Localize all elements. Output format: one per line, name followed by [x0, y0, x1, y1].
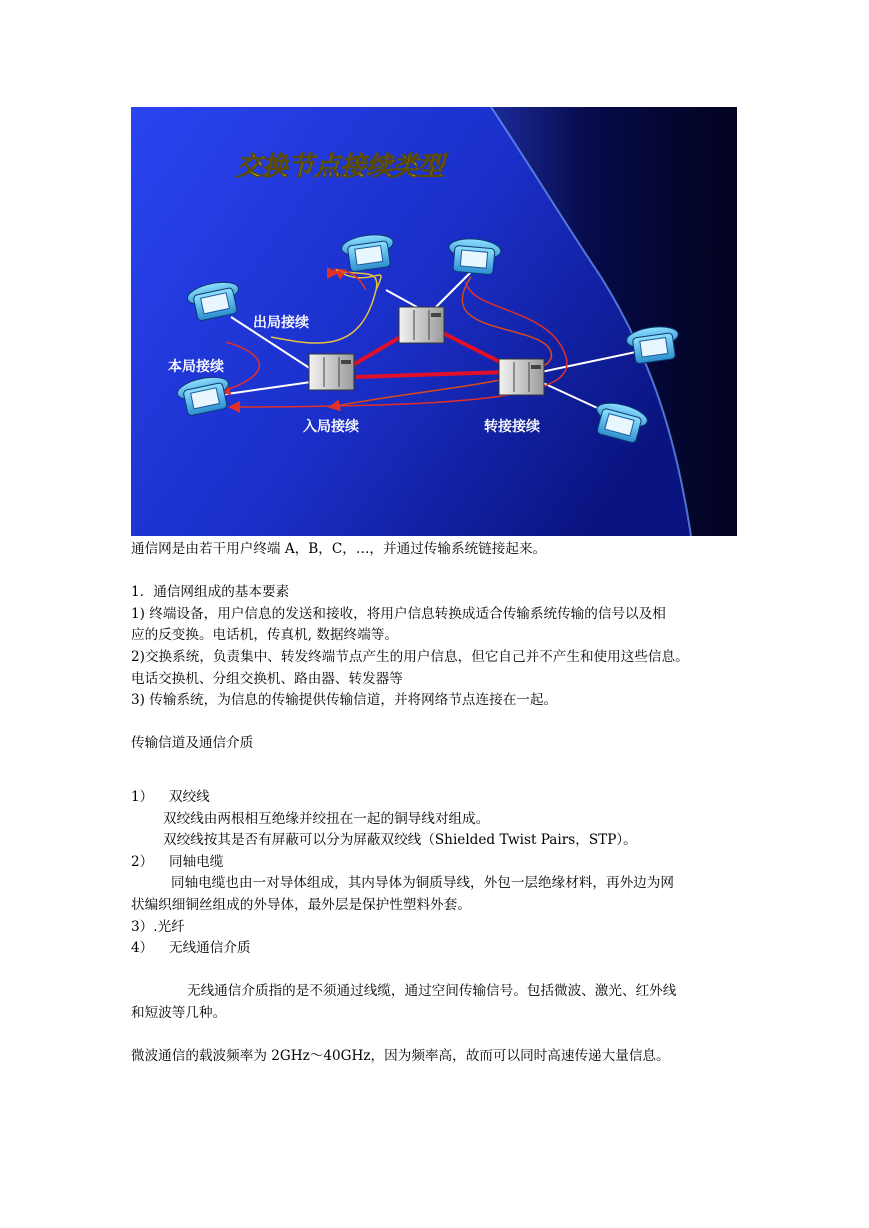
item1-line1: 1) 终端设备，用户信息的发送和接收，将用户信息转换成适合传输系统传输的信号以及相	[131, 605, 666, 622]
twisted-heading: 1） 双绞线	[131, 788, 210, 805]
switching-diagram	[131, 107, 737, 536]
intro-text: 通信网是由若干用户终端 A，B，C，…，并通过传输系统链接起来。	[131, 541, 547, 557]
slide-title: 交换节点接续类型	[236, 152, 445, 182]
section2-heading: 传输信道及通信介质	[131, 735, 254, 752]
item2-line1: 2)交换系统，负责集中、转发终端节点产生的用户信息，但它自己并不产生和使用这些信息。	[131, 648, 689, 665]
label-transit: 转接接续	[484, 419, 540, 435]
switch-top	[399, 307, 444, 343]
item3-line: 3) 传输系统，为信息的传输提供传输信道，并将网络节点连接在一起。	[131, 692, 558, 709]
switch-left	[309, 354, 354, 390]
coax-line2: 状编织细铜丝组成的外导体，最外层是保护性塑料外套。	[131, 896, 471, 913]
item1-line2: 应的反变换。电话机，传真机, 数据终端等。	[131, 627, 398, 644]
document-body	[131, 539, 739, 1068]
wireless-line2: 和短波等几种。	[131, 1004, 227, 1021]
slide-image	[131, 107, 737, 536]
section1-heading: 1．通信网组成的基本要素	[131, 584, 290, 601]
item2-line2: 电话交换机、分组交换机、路由器、转发器等	[131, 670, 403, 687]
wireless-heading: 4） 无线通信介质	[131, 940, 251, 957]
twisted-line1: 双绞线由两根相互绝缘并绞扭在一起的铜导线对组成。	[163, 810, 490, 827]
coax-heading: 2） 同轴电缆	[131, 853, 224, 870]
label-outgoing: 出局接续	[253, 315, 309, 331]
label-local: 本局接续	[168, 359, 224, 375]
switch-right	[499, 359, 544, 395]
microwave-text: 微波通信的载波频率为 2GHz～40GHz，因为频率高，故而可以同时高速传递大量信息。	[131, 1048, 670, 1065]
coax-line1: 同轴电缆也由一对导体组成，其内导体为铜质导线，外包一层绝缘材料，再外边为网	[171, 875, 674, 892]
label-incoming: 入局接续	[303, 419, 359, 435]
twisted-line2: 双绞线按其是否有屏蔽可以分为屏蔽双绞线（Shielded Twist Pairs，STP）。	[163, 832, 637, 849]
fiber-heading: 3）.光纤	[131, 918, 185, 935]
wireless-line1: 无线通信介质指的是不须通过线缆，通过空间传输信号。包括微波、激光、红外线	[187, 983, 677, 1000]
